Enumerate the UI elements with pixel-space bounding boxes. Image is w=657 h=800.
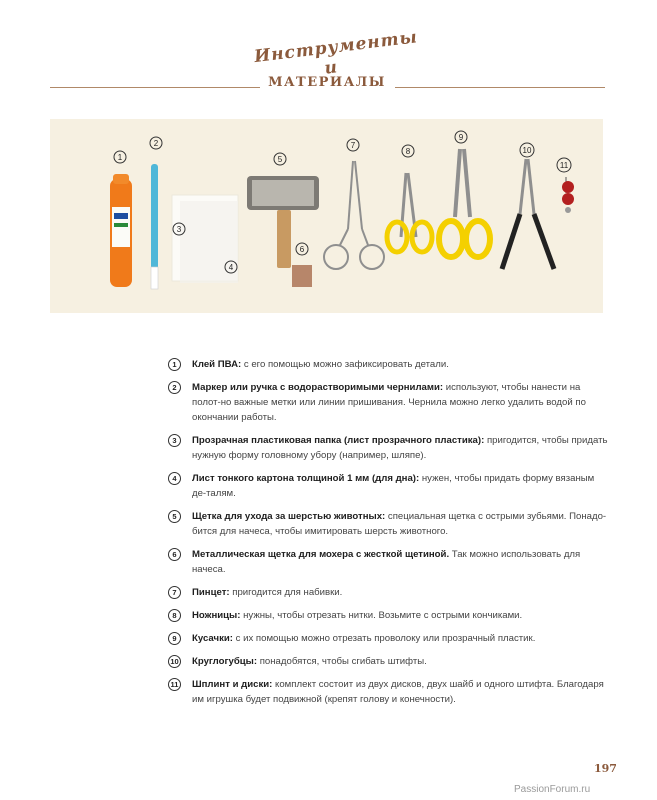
item-term: Ножницы: [192, 610, 241, 621]
svg-text:6: 6 [299, 245, 305, 254]
item-description: нужны, чтобы отрезать нитки. Возьмите с острыми кончиками. [240, 610, 523, 621]
tools-photo [50, 119, 603, 313]
list-item [168, 433, 608, 463]
item-number: 3 [168, 434, 181, 447]
cutters-image [439, 149, 490, 257]
list-item [168, 631, 608, 646]
svg-text:4: 4 [228, 263, 234, 272]
pet-brush-image [247, 176, 319, 268]
item-number: 11 [168, 678, 181, 691]
item-number: 2 [168, 381, 181, 394]
item-term: Щетка для ухода за шерстью животных: [192, 511, 386, 522]
item-number: 8 [168, 609, 181, 622]
hemostat-image [324, 161, 384, 269]
item-description: специальная щетка с острыми зубьями. Понадо-бится для начеса, чтобы имитировать шерсть животного. [192, 511, 607, 537]
list-item [168, 608, 608, 623]
joint-disks-image [562, 177, 574, 213]
mohair-brush-image [292, 265, 312, 287]
page-number: 197 [594, 762, 617, 775]
photo-label-11 [557, 158, 571, 172]
item-description: Так можно использовать для начеса. [192, 549, 581, 575]
list-item [168, 509, 608, 539]
item-number: 7 [168, 586, 181, 599]
item-term: Пинцет: [192, 587, 230, 598]
glue-bottle-image [110, 174, 132, 287]
header-script-title: Инструменты и [253, 27, 419, 79]
svg-text:10: 10 [522, 146, 532, 155]
list-item [168, 380, 608, 425]
svg-text:11: 11 [559, 161, 569, 170]
list-item [168, 357, 608, 372]
svg-text:7: 7 [350, 141, 356, 150]
item-description: пригодится для набивки. [229, 587, 343, 598]
list-item [168, 471, 608, 501]
marker-image [151, 164, 158, 289]
svg-text:9: 9 [458, 133, 464, 142]
item-number: 10 [168, 655, 181, 668]
svg-text:8: 8 [405, 147, 411, 156]
svg-text:1: 1 [117, 153, 123, 162]
item-term: Лист тонкого картона толщиной 1 мм (для дна): [192, 473, 420, 484]
item-number: 1 [168, 358, 181, 371]
item-number: 9 [168, 632, 181, 645]
item-description: с его помощью можно зафиксировать детали. [241, 359, 449, 370]
svg-text:5: 5 [277, 155, 283, 164]
photo-label-7 [347, 139, 359, 151]
round-nose-pliers-image [502, 159, 554, 269]
item-number: 4 [168, 472, 181, 485]
item-description: пригодится, чтобы придать нужную форму головному убору (например, шляпе). [192, 435, 608, 461]
item-description: понадобятся, чтобы сгибать штифты. [257, 656, 427, 667]
header-rule-left [50, 87, 260, 88]
photo-label-8 [402, 145, 414, 157]
photo-label-6 [296, 243, 308, 255]
list-item [168, 677, 608, 707]
item-description: нужен, чтобы придать форму вязаным де-талям. [192, 473, 595, 499]
item-description: используют, чтобы нанести на полот-но важные метки или линии пришивания. Чернила можно легко удалить водой по окончании работы. [192, 382, 586, 423]
photo-label-1 [114, 151, 126, 163]
photo-label-9 [455, 131, 467, 143]
svg-text:2: 2 [153, 139, 159, 148]
item-number: 5 [168, 510, 181, 523]
tools-illustration [50, 119, 603, 313]
item-term: Шплинт и диски: [192, 679, 273, 690]
item-description: комплект состоит из двух дисков, двух шайб и одного штифта. Благодаря им игрушка будет подвижной (крепят голову и конечности). [192, 679, 604, 705]
item-description: с их помощью можно отрезать проволоку или прозрачный пластик. [232, 633, 536, 644]
svg-text:3: 3 [176, 225, 182, 234]
tools-list [168, 357, 608, 707]
item-term: Кусачки: [192, 633, 233, 644]
item-number: 6 [168, 548, 181, 561]
item-term: Клей ПВА: [192, 359, 242, 370]
header-caps-title: МАТЕРИАЛЫ [268, 75, 386, 90]
scissors-image [387, 173, 432, 252]
list-item [168, 547, 608, 577]
item-term: Металлическая щетка для мохера с жесткой щетиной. [192, 549, 450, 560]
photo-label-5 [274, 153, 286, 165]
list-item [168, 585, 608, 600]
photo-label-2 [150, 137, 162, 149]
list-item [168, 654, 608, 669]
item-term: Маркер или ручка с водорастворимыми чернилами: [192, 382, 444, 393]
header-rule-right [395, 87, 605, 88]
item-term: Круглогубцы: [192, 656, 258, 667]
watermark: PassionForum.ru [514, 784, 591, 795]
item-term: Прозрачная пластиковая папка (лист прозрачного пластика): [192, 435, 485, 446]
photo-label-10 [520, 143, 534, 157]
